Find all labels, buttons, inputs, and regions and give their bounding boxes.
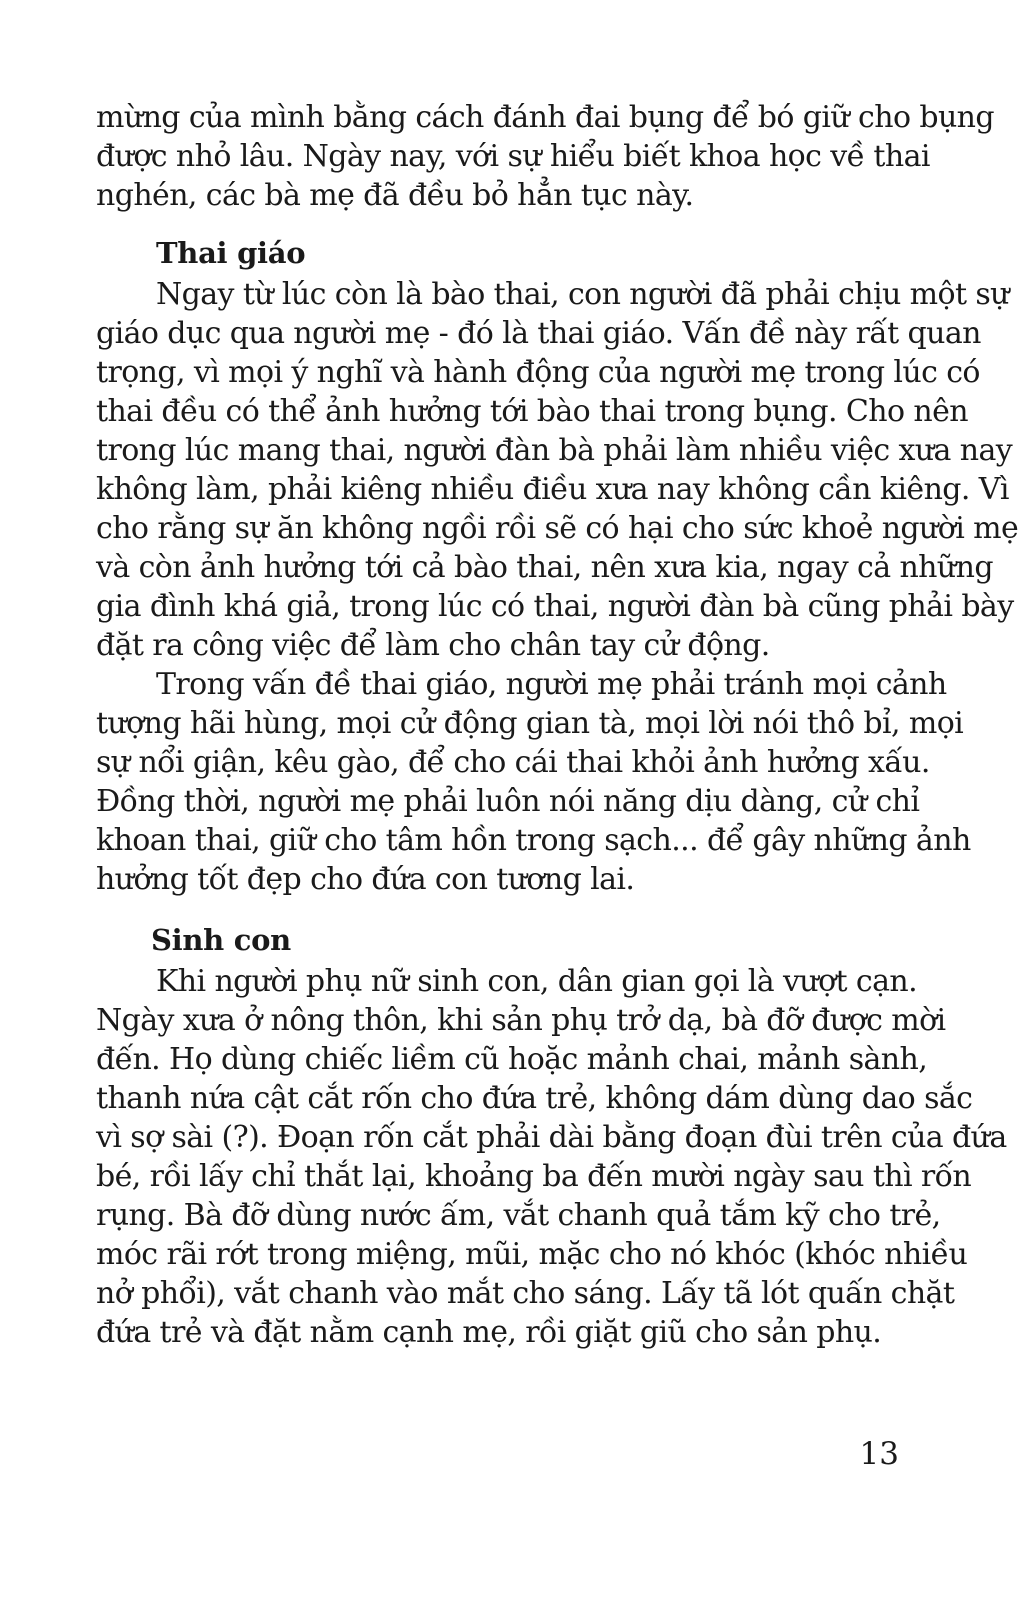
text-line: không làm, phải kiêng nhiều điều xưa nay không cần kiêng. Vì [96,472,1009,507]
text-line: thai đều có thể ảnh hưởng tới bào thai trong bụng. Cho nên [96,394,968,429]
text-line: Trong vấn đề thai giáo, người mẹ phải tránh mọi cảnh [156,667,947,702]
text-line: trong lúc mang thai, người đàn bà phải làm nhiều việc xưa nay [96,433,1013,468]
text-line: rụng. Bà đỡ dùng nước ấm, vắt chanh quả tắm kỹ cho trẻ, [96,1198,941,1233]
thai-giao-paragraph-2 [96,665,971,899]
text-line: trọng, vì mọi ý nghĩ và hành động của người mẹ trong lúc có [96,355,980,390]
text-line: mừng của mình bằng cách đánh đai bụng để bó giữ cho bụng [96,100,994,135]
text-line: vì sợ sài (?). Đoạn rốn cắt phải dài bằng đoạn đùi trên của đứa [96,1120,1007,1155]
text-line: gia đình khá giả, trong lúc có thai, người đàn bà cũng phải bày [96,589,1014,624]
text-line: móc rãi rớt trong miệng, mũi, mặc cho nó khóc (khóc nhiều [96,1237,968,1272]
section-heading-sinh-con: Sinh con [151,923,291,957]
text-line: Ngày xưa ở nông thôn, khi sản phụ trở dạ, bà đỡ được mời [96,1003,946,1038]
text-line: đặt ra công việc để làm cho chân tay cử động. [96,628,770,663]
text-line: nở phổi), vắt chanh vào mắt cho sáng. Lấy tã lót quấn chặt [96,1276,955,1311]
text-line: khoan thai, giữ cho tâm hồn trong sạch... để gây những ảnh [96,823,971,858]
sinh-con-paragraph-1 [96,962,1007,1352]
text-line: được nhỏ lâu. Ngày nay, với sự hiểu biết khoa học về thai [96,139,930,174]
text-line: đứa trẻ và đặt nằm cạnh mẹ, rồi giặt giũ cho sản phụ. [96,1315,882,1350]
text-line: tượng hãi hùng, mọi cử động gian tà, mọi lời nói thô bỉ, mọi [96,706,964,741]
intro-paragraph [96,98,994,215]
text-line: sự nổi giận, kêu gào, để cho cái thai khỏi ảnh hưởng xấu. [96,745,930,780]
text-line: Ngay từ lúc còn là bào thai, con người đã phải chịu một sự [156,277,1009,312]
thai-giao-paragraph-1 [96,275,1019,665]
section-heading-thai-giao: Thai giáo [156,236,306,270]
text-line: cho rằng sự ăn không ngồi rồi sẽ có hại cho sức khoẻ người mẹ [96,511,1019,546]
text-line: Khi người phụ nữ sinh con, dân gian gọi là vượt cạn. [156,964,918,999]
text-line: và còn ảnh hưởng tới cả bào thai, nên xưa kia, ngay cả những [96,550,993,585]
text-line: hưởng tốt đẹp cho đứa con tương lai. [96,862,635,897]
text-line: đến. Họ dùng chiếc liềm cũ hoặc mảnh chai, mảnh sành, [96,1042,928,1077]
text-line: giáo dục qua người mẹ - đó là thai giáo. Vấn đề này rất quan [96,316,981,351]
book-page-body [96,98,1019,1352]
text-line: bé, rồi lấy chỉ thắt lại, khoảng ba đến mười ngày sau thì rốn [96,1159,972,1194]
text-line: thanh nứa cật cắt rốn cho đứa trẻ, không dám dùng dao sắc [96,1081,973,1116]
page-number: 13 [859,1436,899,1472]
text-line: Đồng thời, người mẹ phải luôn nói năng dịu dàng, cử chỉ [96,784,920,819]
text-line: nghén, các bà mẹ đã đều bỏ hẳn tục này. [96,178,694,213]
